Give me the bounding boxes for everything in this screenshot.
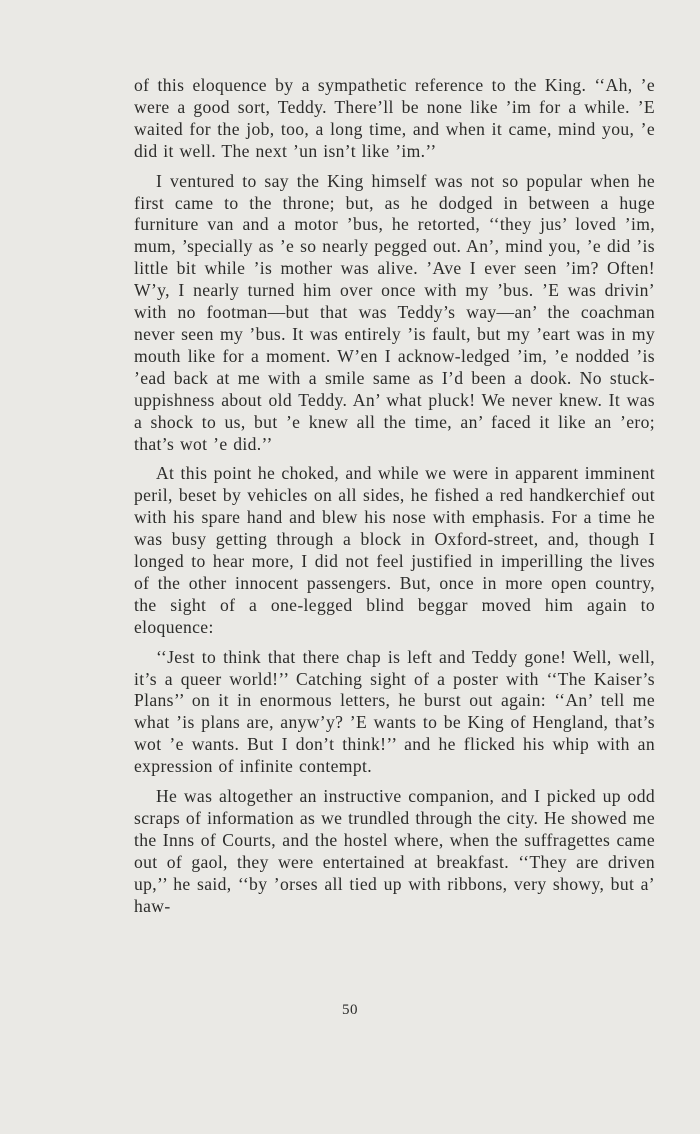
paragraph: ‘‘Jest to think that there chap is left and Teddy gone! Well, well, it’s a queer world!’’ Catching sight of a poster with ‘‘The Kaiser’s Plans’’ on it in enormous letters, he burst out again: ‘‘An’ tell me what ’is plans are, anyw’y? ’E wants to be King of Hengland, that’s wot ’e wants. But I don’t think!’’ and he flicked his whip with an expression of infinite contempt.: [134, 646, 655, 777]
paragraph-continued: of this eloquence by a sympathetic reference to the King. ‘‘Ah, ’e were a good sort, Teddy. There’ll be none like ’im for a while. ’E waited for the job, too, a long time, and when it came, mind you, ’e did it well. The next ’un isn’t like ’im.’’: [134, 75, 655, 161]
paragraph: He was altogether an instructive companion, and I picked up odd scraps of information as we trundled through the city. He showed me the Inns of Courts, and the hostel where, when the suffragettes came out of gaol, they were entertained at breakfast. ‘‘They are driven up,’’ he said, ‘‘by ’orses all tied up with ribbons, very showy, but a’ haw-: [134, 786, 655, 916]
page-number: 50: [342, 1002, 358, 1018]
body-text: [134, 75, 655, 926]
paragraph: I ventured to say the King himself was not so popular when he first came to the throne; but, as he dodged in between a huge furniture van and a motor ’bus, he retorted, ‘‘they jus’ loved ’im, mum, ’specially as ’e so nearly pegged out. An’, mind you, ’e did ’is little bit while ’is mother was alive. ’Ave I ever seen ’im? Often! W’y, I nearly turned him over once with my ’bus. ’E was drivin’ with no footman—but that was Teddy’s way—an’ the coachman never seen my ’bus. It was entirely ’is fault, but my ’eart was in my mouth like for a moment. W’en I acknow-ledged ’im, ’e nodded ’is ’ead back at me with a smile same as I’d been a dook. No stuck-uppishness about old Teddy. An’ what pluck! We never knew. It was a shock to us, but ’e knew all the time, an’ faced it like an ’ero; that’s wot ’e did.’’: [134, 170, 655, 454]
paragraph: At this point he choked, and while we were in apparent imminent peril, beset by vehicles on all sides, he fished a red handkerchief out with his spare hand and blew his nose with emphasis. For a time he was busy getting through a block in Oxford-street, and, though I longed to hear more, I did not feel justified in imperilling the lives of the other innocent passengers. But, once in more open country, the sight of a one-legged blind beggar moved him again to eloquence:: [134, 463, 655, 637]
